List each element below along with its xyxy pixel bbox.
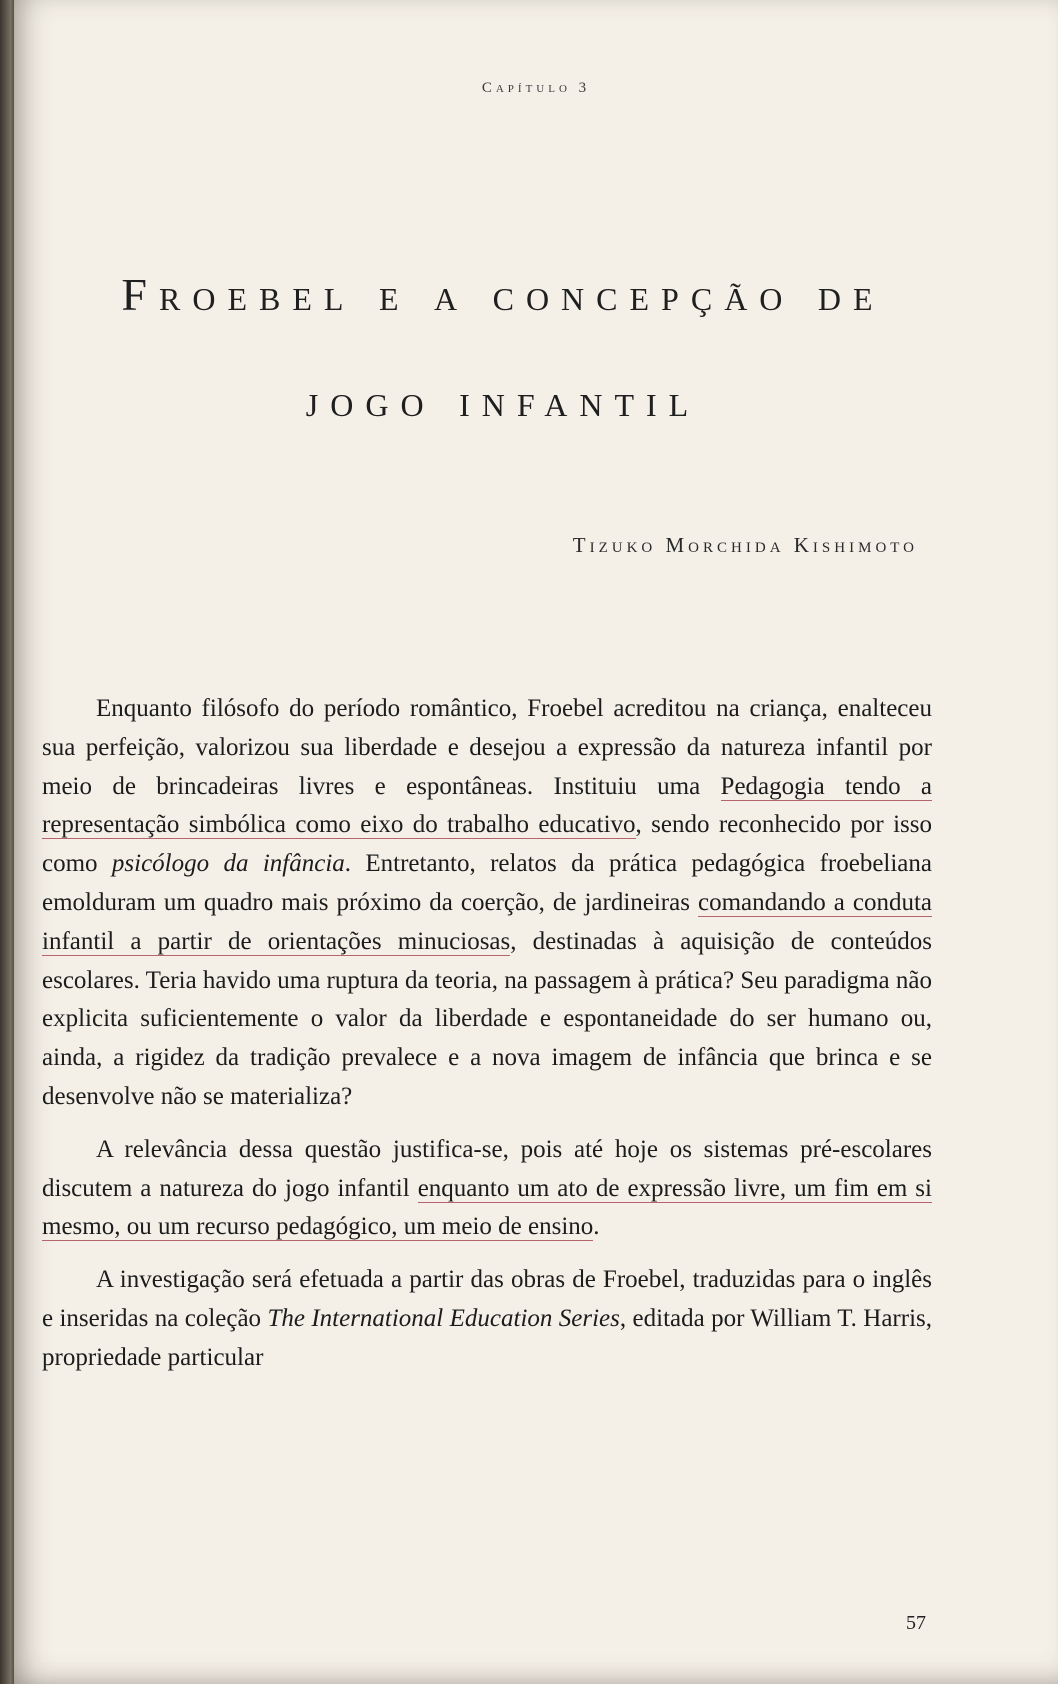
p3-text-b: , editada por William T. Harris, propriedade particular: [42, 1304, 932, 1371]
paragraph-3: [42, 1261, 932, 1377]
p1-underlined-1: Pedagogia tendo a representação simbólica como eixo do trabalho educativo: [42, 772, 933, 839]
p1-text-c: . Entretanto, relatos da prática pedagógica froebeliana emolduram um quadro mais próximo da coerção, de jardineiras: [42, 850, 933, 916]
p3-text-a: A investigação será efetuada a partir das obras de Froebel, traduzidas para o inglês e inseridas na coleção: [42, 1266, 932, 1332]
p1-text-b: , sendo reconhecido por isso como: [42, 811, 932, 878]
paragraph-2: [42, 1131, 932, 1247]
p1-italic: psicólogo da infância: [111, 850, 345, 878]
p2-text-a: A relevância dessa questão justifica-se, pois até hoje os sistemas pré-escolares discutem a natureza do jogo infantil: [42, 1135, 932, 1202]
body-text: [42, 690, 932, 1392]
chapter-title-line-1: Froebel e a concepção de: [121, 269, 885, 320]
author-name: Tizuko Morchida Kishimoto: [572, 533, 918, 557]
p2-text-b: .: [593, 1213, 600, 1241]
p1-text-d: , destinadas à aquisição de conteúdos escolares. Teria havido uma ruptura da teoria, na passagem à prática? Seu paradigma não explicita suficientemente o valor da liberdade e espontaneidade do ser humano ou, ainda, a rigidez da tradição prevalece e a nova imagem de infância que brinca e se desenvolve não se materializa?: [42, 927, 932, 1110]
p1-text-a: Enquanto filósofo do período romântico, Froebel acreditou na criança, enalteceu sua perfeição, valorizou sua liberdade e desejou a expressão da natureza infantil por meio de brincadeiras livres e espontâneas. Instituiu uma: [42, 695, 932, 800]
chapter-label: Capítulo 3: [481, 80, 591, 96]
p1-underlined-2: comandando a conduta infantil a partir de orientações minuciosas: [42, 888, 932, 955]
book-page: [14, 0, 1058, 1684]
paragraph-1: [42, 690, 932, 1117]
p2-underlined: enquanto um ato de expressão livre, um fim em si mesmo, ou um recurso pedagógico, um meio de ensino: [42, 1174, 932, 1241]
page-number: 57: [906, 1612, 926, 1634]
p3-italic-series: The International Education Series: [267, 1304, 620, 1332]
chapter-title-line-2: jogo infantil: [305, 375, 701, 426]
